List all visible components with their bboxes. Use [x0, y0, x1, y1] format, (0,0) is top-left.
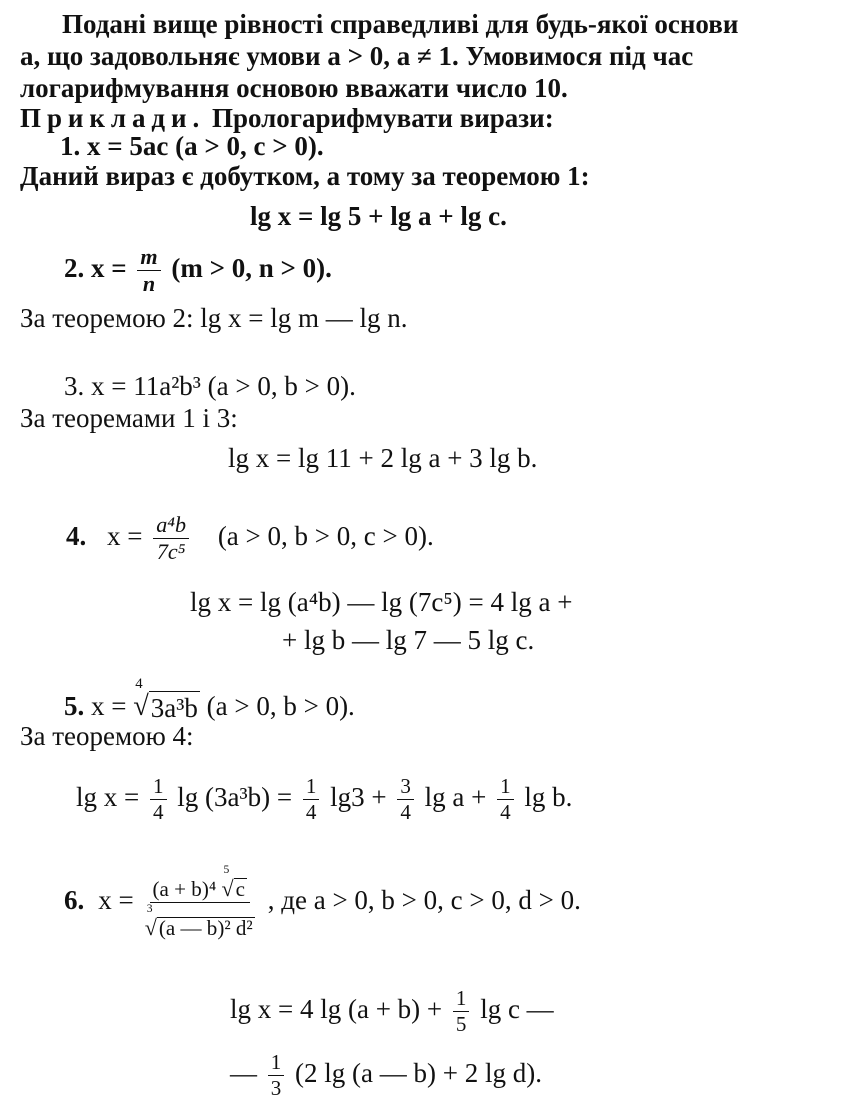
- ex4-frac-num: a⁴b: [153, 514, 189, 539]
- ex5-result-mid-1: lg (3a³b) =: [177, 781, 293, 812]
- ex4-result-1: lg x = lg (a⁴b) — lg (7c⁵) = 4 lg a +: [190, 587, 573, 617]
- ex6-num-root: [221, 863, 246, 902]
- ex6-condition: , де a > 0, b > 0, c > 0, d > 0.: [267, 885, 581, 916]
- ex5-result-mid-2: lg3 +: [330, 781, 387, 812]
- ex2-frac-num: m: [137, 246, 160, 271]
- ex6-den-radicand: (a — b)² d²: [158, 916, 253, 941]
- ex2-condition: (m > 0, n > 0).: [171, 252, 332, 283]
- ex2-statement: [64, 246, 332, 295]
- ex6-number: 6.: [64, 885, 85, 916]
- ex1-text: Даний вираз є добутком, а тому за теоремою 1:: [20, 161, 590, 191]
- ex5-statement: [64, 676, 355, 724]
- ex5-lhs: x =: [91, 691, 127, 721]
- ex5-frac-3-den: 4: [400, 800, 411, 825]
- ex5-frac-4-den: 4: [500, 800, 511, 825]
- ex4-result-2: + lg b — lg 7 — 5 lg c.: [282, 625, 535, 655]
- ex5-root: [133, 676, 200, 724]
- ex5-result-lhs: lg x =: [76, 781, 140, 812]
- ex6-r2-right: (2 lg (a — b) + 2 lg d).: [295, 1057, 542, 1088]
- ex5-frac-1: [150, 776, 167, 823]
- ex2-frac-den: n: [142, 271, 156, 297]
- ex2-lhs: x =: [91, 252, 127, 283]
- ex5-frac-4: [497, 776, 514, 823]
- ex1-result: lg x = lg 5 + lg a + lg c.: [250, 201, 507, 231]
- ex4-statement: [66, 514, 434, 563]
- ex6-frac-numerator: [150, 862, 250, 903]
- ex5-number: 5.: [64, 691, 85, 721]
- radical-sign-icon: √: [221, 876, 234, 901]
- radical-sign-icon: √: [133, 691, 149, 722]
- ex6-r2-frac-num: 1: [268, 1052, 285, 1076]
- ex2-fraction: [137, 246, 160, 295]
- ex3-text: За теоремами 1 і 3:: [20, 403, 238, 433]
- ex5-frac-3-num: 3: [397, 776, 414, 800]
- ex5-frac-4-num: 1: [497, 776, 514, 800]
- intro-line-3: логарифмування основою вважати число 10.: [20, 73, 568, 103]
- ex5-result-end: lg b.: [524, 781, 573, 812]
- ex6-result-1: [230, 988, 554, 1035]
- ex4-frac-den: 7c⁵: [156, 539, 186, 565]
- ex6-r2-frac-den: 3: [270, 1076, 282, 1101]
- ex6-r2-fraction: [268, 1052, 285, 1099]
- ex6-frac-denominator: [142, 903, 258, 939]
- ex6-num-radicand: c: [235, 877, 245, 902]
- ex5-result-mid-3: lg a +: [424, 781, 487, 812]
- ex5-condition: (a > 0, b > 0).: [206, 691, 355, 721]
- ex6-statement: [64, 862, 581, 939]
- ex5-radicand: 3a³b: [150, 692, 198, 723]
- ex3-statement: 3. x = 11a²b³ (a > 0, b > 0).: [64, 371, 356, 401]
- ex6-num-root-index: 5: [223, 863, 230, 876]
- ex6-fraction: [142, 862, 258, 939]
- ex3-result: lg x = lg 11 + 2 lg a + 3 lg b.: [228, 443, 538, 473]
- ex6-r1-left: lg x = 4 lg (a + b) +: [230, 993, 443, 1024]
- ex5-text: За теоремою 4:: [20, 721, 194, 751]
- ex6-r1-right: lg c —: [480, 993, 554, 1024]
- intro-line-1: Подані вище рівності справедливі для будь-якої основи: [62, 9, 739, 39]
- ex2-number: 2.: [64, 252, 85, 283]
- radical-sign-icon: √: [144, 915, 157, 941]
- ex6-r1-frac-num: 1: [453, 988, 470, 1012]
- ex4-lhs: x =: [107, 520, 143, 551]
- ex6-den-root: [144, 902, 255, 941]
- intro-line-2: a, що задовольняє умови a > 0, a ≠ 1. Умовимося під час: [20, 41, 694, 71]
- ex5-frac-1-den: 4: [152, 800, 164, 825]
- ex6-result-2: [230, 1052, 542, 1099]
- ex5-frac-2-den: 4: [305, 800, 317, 825]
- ex1-statement: 1. x = 5ac (a > 0, c > 0).: [60, 131, 324, 161]
- ex5-frac-1-num: 1: [150, 776, 167, 800]
- ex5-frac-2-num: 1: [303, 776, 320, 800]
- ex6-r2-left: —: [230, 1057, 257, 1088]
- ex5-frac-2: [303, 776, 320, 823]
- ex5-root-index: 4: [135, 676, 143, 692]
- ex6-r1-frac-den: 5: [455, 1012, 467, 1037]
- ex6-den-root-index: 3: [146, 902, 153, 916]
- examples-label: Приклади.: [20, 103, 206, 133]
- ex5-frac-3: [397, 776, 414, 823]
- examples-text: Прологарифмувати вирази:: [211, 103, 554, 133]
- ex4-fraction: [153, 514, 189, 563]
- ex6-num-base: (a + b)⁴: [152, 877, 217, 901]
- ex5-result: [76, 776, 572, 823]
- ex6-r1-fraction: [453, 988, 470, 1035]
- ex2-text: За теоремою 2: lg x = lg m — lg n.: [20, 303, 408, 333]
- ex6-lhs: x =: [98, 885, 134, 916]
- ex4-number: 4.: [66, 520, 87, 551]
- ex4-condition: (a > 0, b > 0, c > 0).: [217, 520, 434, 551]
